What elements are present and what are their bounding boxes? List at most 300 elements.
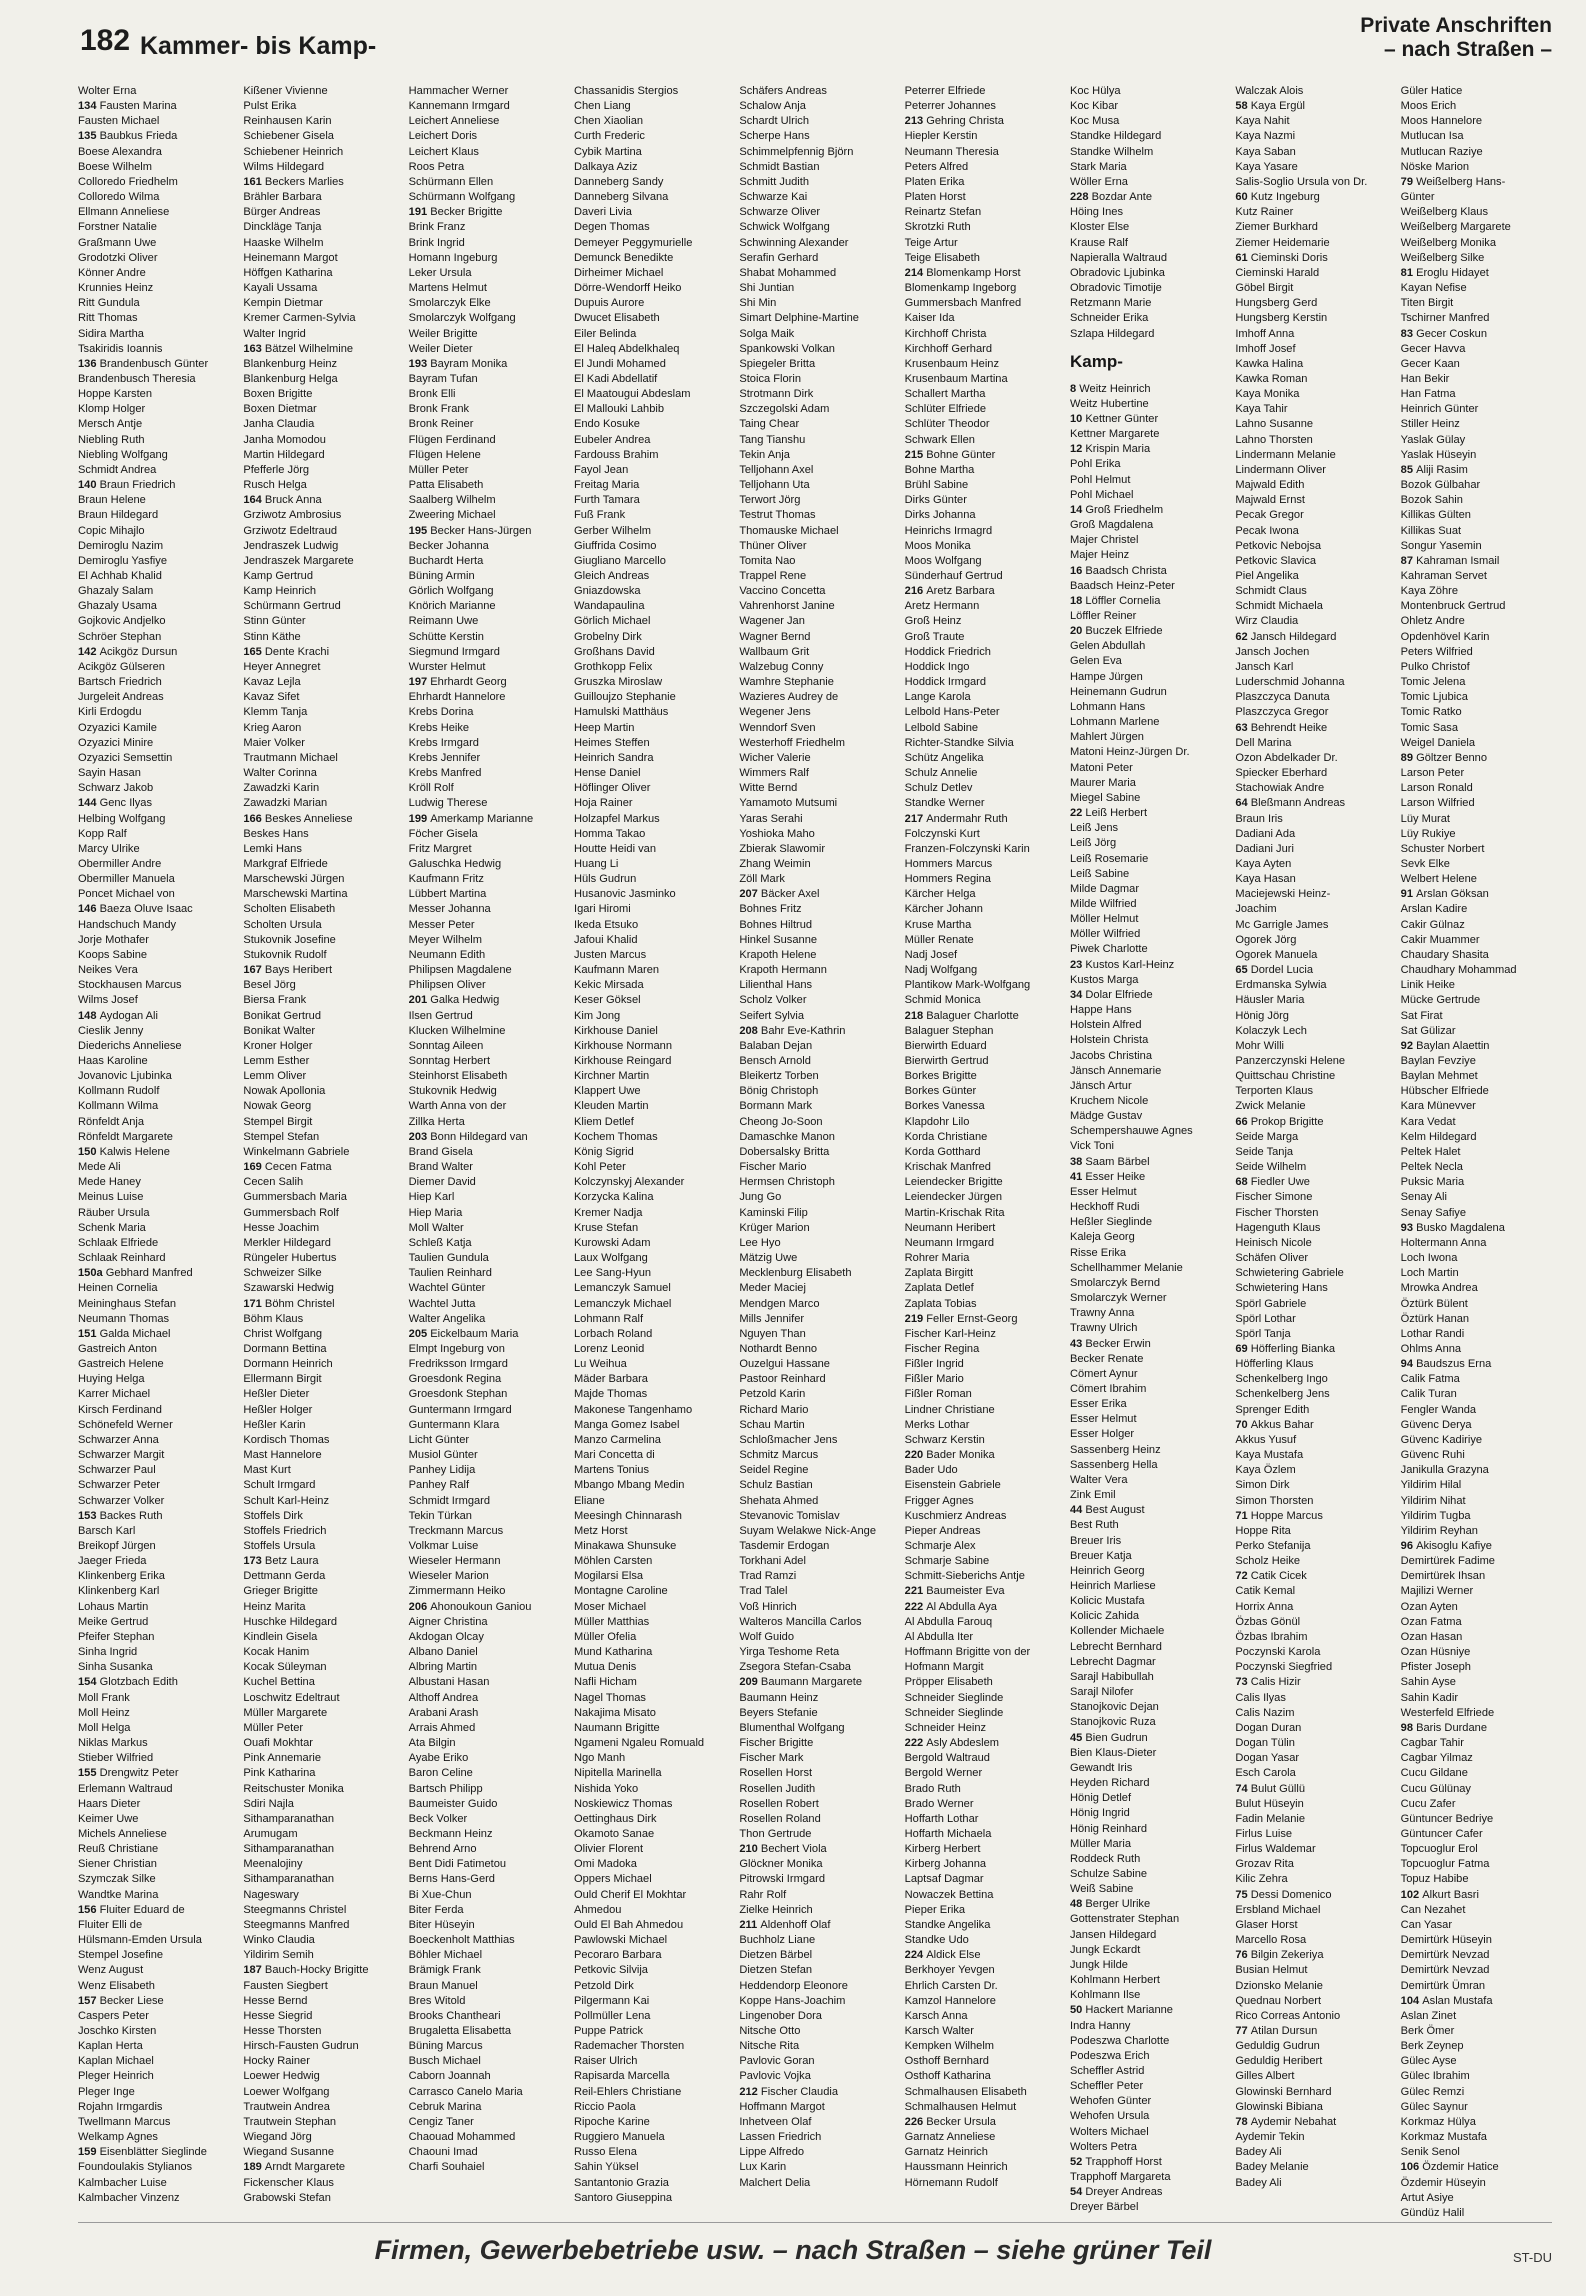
resident-name: Guntermann Irmgard (408, 1403, 512, 1416)
directory-entry (574, 160, 731, 175)
resident-name: Hinkel Susanne (739, 933, 818, 946)
directory-entry (78, 1418, 235, 1433)
directory-entry (739, 1903, 896, 1918)
resident-name: Heßler Holger (243, 1403, 313, 1416)
directory-entry (409, 1175, 566, 1190)
directory-entry (1401, 1615, 1558, 1630)
resident-name: El Haleq Abdelkhaleq (573, 342, 680, 355)
resident-name: Mogilarsi Elsa (573, 1570, 644, 1583)
resident-name: Borkes Günter (904, 1085, 977, 1098)
resident-name: Rusch Helga (243, 479, 307, 492)
resident-name: Bohnes Hiltrud (739, 918, 813, 931)
resident-name: Kirsch Ferdinand (78, 1403, 162, 1416)
directory-entry (739, 918, 896, 933)
resident-name: Joachim (1235, 903, 1277, 916)
resident-name: Weiler Dieter (408, 342, 473, 355)
directory-entry (574, 736, 731, 751)
directory-entry (574, 1130, 731, 1145)
resident-name: Kettner Günter (1085, 412, 1159, 425)
resident-name: Cecen Fatma (264, 1161, 332, 1174)
resident-name: Schwarzer Volker (78, 1494, 165, 1507)
resident-name: Gülec Remzi (1400, 2085, 1465, 2098)
resident-name: Kawka Roman (1235, 372, 1308, 385)
directory-entry (1070, 942, 1227, 957)
resident-name: Plantikow Mark-Wolfgang (904, 979, 1031, 992)
resident-name: Sarajl Habibullah (1069, 1670, 1154, 1683)
directory-entry (78, 1509, 235, 1524)
directory-entry (243, 1600, 400, 1615)
resident-name: Meininghaus Stefan (78, 1297, 177, 1310)
directory-entry (409, 1251, 566, 1266)
house-number: 167 (243, 964, 265, 977)
resident-name: Bayram Monika (430, 357, 508, 370)
resident-name: Galuschka Hedwig (408, 857, 502, 870)
resident-name: Fischer Simone (1235, 1191, 1313, 1204)
resident-name: Pitrowski Irmgard (739, 1873, 826, 1886)
resident-name: Martin Hildegard (243, 448, 325, 461)
house-number: 20 (1069, 625, 1086, 638)
directory-entry (243, 827, 400, 842)
resident-name: Zielke Heinrich (739, 1903, 813, 1916)
resident-name: Tomic Jelena (1400, 676, 1466, 689)
resident-name: Dirks Johanna (904, 509, 976, 522)
directory-entry (78, 1266, 235, 1281)
directory-entry (1070, 114, 1227, 129)
directory-entry (1401, 766, 1558, 781)
resident-name: Blankenburg Helga (243, 372, 338, 385)
resident-name: Cakir Muammer (1400, 933, 1480, 946)
resident-name: Bergold Werner (904, 1767, 983, 1780)
directory-entry (243, 190, 400, 205)
directory-entry (409, 842, 566, 857)
directory-entry (1070, 2019, 1227, 2034)
resident-name: Wiegand Susanne (243, 2146, 334, 2159)
directory-entry (739, 1039, 896, 1054)
resident-name: Pröpper Elisabeth (904, 1676, 993, 1689)
resident-name: Andermahr Ruth (926, 812, 1008, 825)
directory-entry (78, 1463, 235, 1478)
resident-name: Schwarzer Margit (78, 1449, 165, 1462)
resident-name: Pieper Erika (904, 1903, 966, 1916)
resident-name: Gecer Kaan (1400, 357, 1460, 370)
directory-entry (1235, 1387, 1392, 1402)
resident-name: Korkmaz Mustafa (1400, 2131, 1487, 2144)
directory-entry (1235, 1979, 1392, 1994)
directory-entry (739, 1706, 896, 1721)
resident-name: Guntermann Klara (408, 1418, 500, 1431)
resident-name: Spörl Tanja (1235, 1327, 1291, 1340)
resident-name: Korkmaz Hülya (1400, 2115, 1476, 2128)
directory-entry (739, 948, 896, 963)
resident-name: Scholten Elisabeth (243, 903, 336, 916)
directory-entry (1070, 457, 1227, 472)
house-number: 159 (78, 2146, 100, 2159)
resident-name: Solga Maik (739, 327, 795, 340)
resident-name: Warth Anna von der (408, 1100, 507, 1113)
resident-name: Sonntag Herbert (408, 1055, 491, 1067)
directory-entry (905, 630, 1062, 645)
resident-name: Ozan Hasan (1400, 1630, 1463, 1643)
house-number: 226 (904, 2115, 927, 2128)
resident-name: Kaya Monika (1235, 388, 1300, 401)
directory-entry (574, 1509, 731, 1524)
resident-name: Groesdonk Stephan (408, 1388, 508, 1401)
directory-entry (78, 1554, 235, 1569)
directory-entry (1235, 1084, 1392, 1099)
resident-name: Lübbert Martina (408, 888, 487, 901)
resident-name: Fritz Margret (408, 842, 472, 855)
resident-name: Killikas Suat (1400, 524, 1462, 537)
directory-entry (905, 1766, 1062, 1781)
directory-entry (574, 1933, 731, 1948)
resident-name: Nitsche Rita (739, 2040, 800, 2053)
resident-name: Walter Vera (1069, 1473, 1128, 1486)
resident-name: Schmarje Alex (904, 1540, 976, 1552)
resident-name: Firlus Waldemar (1235, 1843, 1316, 1856)
directory-entry (739, 84, 896, 99)
directory-entry (574, 1387, 731, 1402)
resident-name: Schmidt Bastian (739, 160, 820, 173)
resident-name: Baylan Fevziye (1400, 1055, 1476, 1067)
resident-name: Reitschuster Monika (243, 1782, 344, 1795)
resident-name: Tekin Anja (739, 448, 790, 461)
directory-entry (574, 2069, 731, 2084)
directory-entry (78, 1721, 235, 1736)
directory-entry (1235, 251, 1392, 266)
directory-entry (243, 1842, 400, 1857)
directory-entry (1235, 978, 1392, 993)
directory-entry (78, 1039, 235, 1054)
resident-name: Loschwitz Edeltraut (243, 1691, 340, 1704)
resident-name: Neumann Edith (408, 948, 486, 961)
directory-entry (78, 978, 235, 993)
resident-name: Braun Helene (78, 494, 146, 507)
house-number: 193 (408, 357, 431, 370)
directory-entry (243, 1751, 400, 1766)
directory-entry (1401, 1584, 1558, 1599)
resident-name: Biter Hüseyin (408, 1918, 475, 1931)
directory-entry (78, 1615, 235, 1630)
resident-name: Kremer Carmen-Sylvia (243, 312, 356, 325)
resident-name: Tasdemir Erdogan (739, 1540, 830, 1552)
resident-name: Bahr Eve-Kathrin (760, 1024, 846, 1037)
resident-name: Dörre-Wendorff Heiko (573, 282, 682, 295)
resident-name: Pfefferle Jörg (243, 463, 310, 476)
directory-entry (905, 1857, 1062, 1872)
resident-name: Janha Momodou (243, 433, 326, 446)
resident-name: Dalkaya Aziz (573, 160, 638, 173)
resident-name: Wieseler Marion (408, 1570, 489, 1583)
directory-entry (409, 766, 566, 781)
directory-entry (78, 933, 235, 948)
house-number: 77 (1235, 2025, 1251, 2037)
directory-entry (574, 357, 731, 372)
directory-entry (739, 1418, 896, 1433)
resident-name: Treckmann Marcus (408, 1524, 504, 1537)
directory-entry (739, 1494, 896, 1509)
resident-name: Panhey Lidija (408, 1464, 476, 1477)
resident-name: Napieralla Waltraud (1069, 251, 1167, 264)
directory-entry (574, 463, 731, 478)
directory-entry (1235, 675, 1392, 690)
resident-name: Thomauske Michael (739, 524, 839, 537)
resident-name: Vahrenhorst Janine (739, 600, 835, 613)
directory-entry (739, 1918, 896, 1933)
directory-entry (1401, 539, 1558, 554)
directory-entry (905, 1099, 1062, 1114)
directory-entry (739, 327, 896, 342)
resident-name: Spankowski Volkan (739, 342, 835, 355)
resident-name: Beyers Stefanie (739, 1706, 818, 1719)
directory-entry (1235, 205, 1392, 220)
resident-name: Nadj Wolfgang (904, 964, 978, 977)
directory-entry (243, 584, 400, 599)
directory-entry (574, 1297, 731, 1312)
directory-entry (78, 236, 235, 251)
resident-name: Demirtürk Hüseyin (1400, 1934, 1492, 1947)
directory-entry (1235, 2039, 1392, 2054)
directory-entry (739, 1099, 896, 1114)
directory-entry (905, 1691, 1062, 1706)
directory-entry (1401, 2039, 1558, 2054)
directory-entry (1401, 781, 1558, 796)
directory-entry (243, 220, 400, 235)
resident-name: Meinus Luise (78, 1191, 144, 1204)
resident-name: Nowak Georg (243, 1100, 312, 1113)
resident-name: Majer Heinz (1069, 549, 1130, 562)
directory-entry (1070, 1624, 1227, 1639)
directory-entry (409, 342, 566, 357)
resident-name: El Maatougui Abdeslam (573, 388, 691, 401)
resident-name: Terporten Klaus (1235, 1085, 1314, 1098)
resident-name: Baron Celine (408, 1767, 473, 1780)
house-number: 89 (1400, 751, 1417, 764)
resident-name: Ludwig Therese (408, 797, 488, 810)
resident-name: Jung Go (739, 1191, 782, 1204)
resident-name: Hackert Marianne (1085, 2004, 1173, 2017)
resident-name: Weißelberg Margarete (1400, 221, 1511, 234)
house-number: 102 (1400, 1888, 1423, 1901)
directory-entry (1235, 963, 1392, 978)
house-number: 222 (904, 1600, 927, 1613)
directory-entry (905, 872, 1062, 887)
resident-name: Fayol Jean (573, 463, 629, 476)
directory-entry (78, 508, 235, 523)
directory-entry (1070, 1033, 1227, 1048)
directory-entry (78, 1372, 235, 1387)
resident-name: Mills Jennifer (739, 1312, 805, 1325)
resident-name: Pohl Erika (1069, 458, 1121, 471)
resident-name: Heinrich Georg (1069, 1564, 1145, 1577)
directory-entry (1401, 978, 1558, 993)
resident-name: Zawadzki Marian (243, 797, 328, 810)
resident-name: Stoica Florin (739, 372, 801, 385)
resident-name: Spiegeler Britta (739, 357, 816, 370)
directory-entry (739, 1660, 896, 1675)
resident-name: Metz Horst (573, 1524, 628, 1537)
directory-entry (1235, 236, 1392, 251)
resident-name: Gottenstrater Stephan (1069, 1913, 1180, 1926)
directory-entry (905, 1903, 1062, 1918)
house-number: 195 (408, 524, 431, 537)
directory-entry (905, 1888, 1062, 1903)
directory-entry (1401, 1266, 1558, 1281)
directory-entry (409, 918, 566, 933)
directory-entry (1070, 609, 1227, 624)
directory-entry (78, 1584, 235, 1599)
directory-entry (243, 721, 400, 736)
resident-name: Majwald Ernst (1235, 494, 1305, 507)
directory-entry (1401, 2085, 1558, 2100)
resident-name: Frigger Agnes (904, 1494, 974, 1507)
directory-entry (78, 1312, 235, 1327)
resident-name: Luderschmid Johanna (1235, 676, 1345, 689)
resident-name: Biersa Frank (243, 994, 307, 1007)
house-number: 85 (1400, 463, 1417, 476)
resident-name: Fischer Brigitte (739, 1737, 814, 1750)
resident-name: Pleger Heinrich (78, 2070, 154, 2083)
resident-name: Shi Min (739, 297, 777, 310)
directory-entry (905, 1160, 1062, 1175)
resident-name: Jungk Eckardt (1069, 1943, 1141, 1956)
resident-name: Leichert Anneliese (408, 115, 500, 128)
directory-entry (243, 1312, 400, 1327)
resident-name: Kopp Ralf (78, 827, 127, 840)
directory-entry (739, 281, 896, 296)
directory-entry (1070, 1564, 1227, 1579)
resident-name: Dietzen Bärbel (739, 1949, 813, 1962)
directory-entry (739, 1327, 896, 1342)
resident-name: Schürmann Wolfgang (408, 191, 516, 204)
resident-name: Michels Anneliese (78, 1827, 167, 1840)
directory-entry (574, 1918, 731, 1933)
directory-entry (409, 1903, 566, 1918)
resident-name: Schütte Kerstin (408, 630, 484, 643)
resident-name: Walter Ingrid (243, 327, 306, 340)
directory-entry (1401, 478, 1558, 493)
directory-entry (409, 251, 566, 266)
resident-name: Podeszwa Erich (1069, 2049, 1150, 2062)
resident-name: Brämigk Frank (408, 1964, 481, 1977)
resident-name: Behrendt Heike (1250, 721, 1328, 734)
directory-column (409, 84, 566, 2221)
directory-entry (243, 251, 400, 266)
directory-entry (78, 1842, 235, 1857)
directory-entry (409, 978, 566, 993)
directory-entry (1401, 1251, 1558, 1266)
resident-name: Lemanczyk Michael (573, 1297, 672, 1310)
directory-entry (574, 2115, 731, 2130)
resident-name: Freitag Maria (573, 479, 640, 492)
resident-name: Eiler Belinda (573, 327, 637, 340)
directory-entry (78, 463, 235, 478)
directory-entry (1070, 1791, 1227, 1806)
directory-entry (905, 1979, 1062, 1994)
resident-name: Franzen-Folczynski Karin (904, 842, 1030, 855)
resident-name: Maurer Maria (1069, 776, 1136, 789)
resident-name: Esser Helmut (1069, 1185, 1137, 1198)
resident-name: Taulien Reinhard (408, 1267, 492, 1280)
directory-entry (1235, 160, 1392, 175)
directory-entry (78, 599, 235, 614)
resident-name: Yildirim Hilal (1400, 1479, 1462, 1492)
resident-name: Hiep Karl (408, 1191, 455, 1204)
resident-name: Grieger Brigitte (243, 1585, 318, 1598)
resident-name: Simon Dirk (1235, 1479, 1290, 1492)
directory-entry (739, 1766, 896, 1781)
resident-name: Kremer Nadja (573, 1206, 643, 1219)
directory-entry (574, 1675, 731, 1690)
resident-name: Kolicic Zahida (1069, 1610, 1140, 1623)
directory-entry (243, 1009, 400, 1024)
directory-entry (1070, 745, 1227, 760)
resident-name: Stark Maria (1069, 160, 1127, 173)
resident-name: Charfi Souhaiel (408, 2161, 485, 2174)
resident-name: Pink Annemarie (243, 1752, 322, 1765)
resident-name: Retzmann Marie (1069, 297, 1152, 310)
resident-name: Ehrhardt Hannelore (408, 691, 506, 704)
directory-entry (1235, 1297, 1392, 1312)
resident-name: Atilan Dursun (1250, 2025, 1318, 2037)
directory-entry (243, 902, 400, 917)
directory-entry (409, 1372, 566, 1387)
directory-entry (409, 311, 566, 326)
directory-columns (78, 84, 1558, 2219)
resident-name: Schmitz Marcus (739, 1449, 819, 1462)
directory-entry (1070, 685, 1227, 700)
directory-entry (739, 766, 896, 781)
directory-entry (574, 205, 731, 220)
directory-entry (243, 645, 400, 660)
resident-name: Fausten Michael (78, 115, 160, 128)
directory-entry (905, 448, 1062, 463)
directory-entry (739, 205, 896, 220)
resident-name: Lemki Hans (243, 842, 302, 855)
resident-name: Hommers Regina (904, 873, 991, 886)
resident-name: Manga Gomez Isabel (573, 1418, 680, 1431)
directory-entry (243, 1251, 400, 1266)
directory-entry (1235, 1463, 1392, 1478)
resident-name: Han Bekir (1400, 372, 1450, 385)
house-number: 213 (904, 115, 927, 128)
resident-name: Dinckläge Tanja (243, 221, 322, 234)
resident-name: Lux Karin (739, 2161, 787, 2174)
resident-name: Schmidt Andrea (78, 463, 157, 476)
directory-entry (243, 1387, 400, 1402)
resident-name: Laptsaf Dagmar (904, 1873, 984, 1886)
resident-name: Strotmann Dirk (739, 388, 814, 401)
house-number: 166 (243, 812, 265, 825)
directory-entry (905, 1963, 1062, 1978)
directory-entry (1070, 1579, 1227, 1594)
resident-name: Balaguer Charlotte (926, 1009, 1019, 1022)
resident-name: Kaya Yasare (1235, 160, 1298, 173)
directory-entry (78, 1145, 235, 1160)
resident-name: Pohl Michael (1069, 488, 1134, 501)
directory-entry (905, 1418, 1062, 1433)
resident-name: Althoff Andrea (408, 1691, 479, 1704)
directory-entry (1235, 584, 1392, 599)
resident-name: Jendraszek Ludwig (243, 539, 339, 552)
resident-name: Cybik Martina (573, 145, 642, 158)
directory-entry (574, 2160, 731, 2175)
directory-entry (739, 736, 896, 751)
directory-entry (905, 1721, 1062, 1736)
resident-name: Caborn Joannah (408, 2070, 491, 2083)
resident-name: Smolarczyk Wolfgang (408, 312, 516, 325)
resident-name: Brugaletta Elisabetta (408, 2025, 512, 2037)
directory-entry (243, 1236, 400, 1251)
